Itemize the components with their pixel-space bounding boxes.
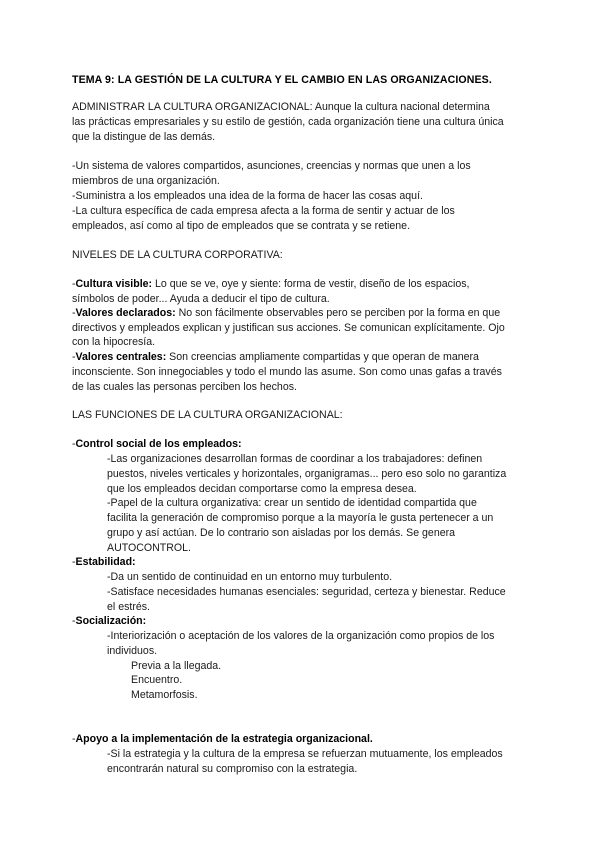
nivel-declarados-text: con la hipocresía. [72, 336, 156, 348]
nivel-centrales: -Valores centrales: Son creencias ampliamente compartidas y que operan de manera [72, 351, 479, 363]
niveles-heading: NIVELES DE LA CULTURA CORPORATIVA: [72, 249, 283, 261]
funcion-estabilidad-text: el estrés. [107, 601, 150, 613]
bullet-line: empleados, así como al tipo de empleados que se contrata y se retiene. [72, 220, 411, 232]
nivel-centrales-label: Valores centrales: [75, 351, 167, 363]
funcion-control: -Control social de los empleados: [72, 438, 242, 450]
admin-paragraph-line: que la distingue de las demás. [72, 131, 216, 143]
funcion-control-text: facilita la generación de compromiso porque a la mayoría le gusta pertenecer a un [107, 512, 494, 524]
nivel-centrales-text: de las cuales las personas perciben los hechos. [72, 381, 297, 393]
nivel-declarados-text: directivos y empleados explican y justifican sus acciones. Se comunican explícitamente. Ojo [72, 322, 505, 334]
funcion-control-text: -Papel de la cultura organizativa: crear un sentido de identidad compartida que [107, 497, 477, 509]
funcion-estabilidad-label: Estabilidad: [75, 556, 136, 568]
socializacion-phase: Encuentro. [131, 674, 183, 686]
nivel-centrales-text: inconsciente. Son innegociables y todo el mundo las asume. Son como unas gafas a través [72, 366, 502, 378]
nivel-declarados: -Valores declarados: No son fácilmente observables pero se perciben por la forma en que [72, 307, 501, 319]
bullet-line: -La cultura específica de cada empresa afecta a la forma de sentir y actuar de los [72, 205, 455, 217]
nivel-visible-text: símbolos de poder... Ayuda a deducir el tipo de cultura. [72, 293, 330, 305]
funcion-socializacion: -Socialización: [72, 615, 147, 627]
nivel-declarados-label: Valores declarados: [75, 307, 176, 319]
funcion-control-label: Control social de los empleados: [75, 438, 242, 450]
nivel-declarados-text: No son fácilmente observables pero se perciben por la forma en que [175, 307, 501, 319]
funcion-socializacion-label: Socialización: [75, 615, 147, 627]
funcion-control-text: -Las organizaciones desarrollan formas de coordinar a los trabajadores: definen [107, 453, 483, 465]
document-title: TEMA 9: LA GESTIÓN DE LA CULTURA Y EL CAMBIO EN LAS ORGANIZACIONES. [72, 74, 492, 86]
nivel-visible: -Cultura visible: Lo que se ve, oye y siente: forma de vestir, diseño de los espacios, [72, 278, 470, 290]
bullet-line: -Suministra a los empleados una idea de la forma de hacer las cosas aquí. [72, 190, 423, 202]
bullet-line: miembros de una organización. [72, 175, 220, 187]
funcion-socializacion-text: -Interiorización o aceptación de los valores de la organización como propios de los [107, 630, 495, 642]
funcion-apoyo-label: Apoyo a la implementación de la estrategia organizacional. [75, 733, 373, 745]
funcion-apoyo: -Apoyo a la implementación de la estrategia organizacional. [72, 733, 373, 745]
funcion-socializacion-text: individuos. [107, 645, 158, 657]
funcion-apoyo-text: -Si la estrategia y la cultura de la empresa se refuerzan mutuamente, los empleados [107, 748, 503, 760]
funcion-control-text: AUTOCONTROL. [107, 542, 191, 554]
socializacion-phase: Metamorfosis. [131, 689, 198, 701]
funcion-control-text: que los empleados decidan comportarse como la empresa desea. [107, 483, 417, 495]
funcion-estabilidad-text: -Satisface necesidades humanas esenciales: seguridad, certeza y bienestar. Reduce [107, 586, 506, 598]
nivel-centrales-text: Son creencias ampliamente compartidas y que operan de manera [166, 351, 479, 363]
funcion-control-text: puestos, niveles verticales y horizontales, organigramas... pero eso solo no garantiza [107, 468, 507, 480]
funcion-apoyo-text: encontrarán natural su compromiso con la estrategia. [107, 763, 358, 775]
bullet-line: -Un sistema de valores compartidos, asunciones, creencias y normas que unen a los [72, 160, 471, 172]
funciones-heading: LAS FUNCIONES DE LA CULTURA ORGANIZACIONAL: [72, 409, 343, 421]
admin-paragraph-line: ADMINISTRAR LA CULTURA ORGANIZACIONAL: Aunque la cultura nacional determina [72, 101, 490, 113]
nivel-visible-label: Cultura visible: [75, 278, 153, 290]
socializacion-phase: Previa a la llegada. [131, 660, 222, 672]
funcion-estabilidad-text: -Da un sentido de continuidad en un entorno muy turbulento. [107, 571, 393, 583]
funcion-estabilidad: -Estabilidad: [72, 556, 136, 568]
admin-paragraph-line: las prácticas empresariales y su estilo de gestión, cada organización tiene una cultura única [72, 116, 504, 128]
funcion-control-text: grupo y así actúan. De lo contrario son aisladas por los demás. Se genera [107, 527, 456, 539]
nivel-visible-text: Lo que se ve, oye y siente: forma de vestir, diseño de los espacios, [152, 278, 470, 290]
